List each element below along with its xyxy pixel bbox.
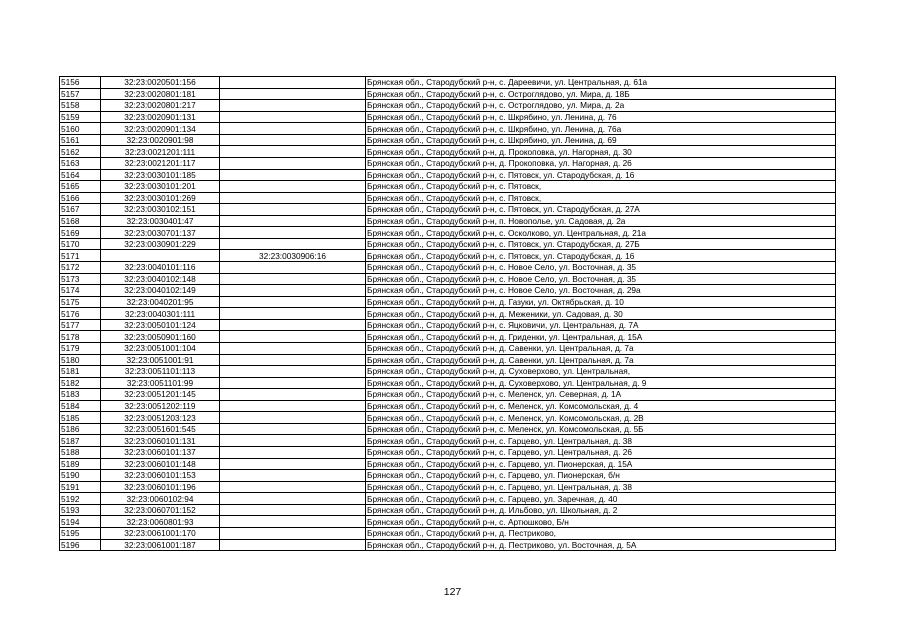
table-row — [60, 412, 836, 424]
parent-cadastral-number-cell — [220, 215, 366, 227]
table-row — [60, 308, 836, 320]
parent-cadastral-number-cell — [220, 192, 366, 204]
parent-cadastral-number-cell — [220, 308, 366, 320]
row-number-cell: 5196 — [60, 539, 101, 551]
cadastral-number-cell: 32:23:0060101:131 — [101, 435, 220, 447]
cadastral-number-cell: 32:23:0061001:170 — [101, 527, 220, 539]
cadastral-number-cell: 32:23:0051202:119 — [101, 400, 220, 412]
row-number-cell: 5158 — [60, 100, 101, 112]
cadastral-number-cell: 32:23:0030701:137 — [101, 227, 220, 239]
parent-cadastral-number-cell — [220, 354, 366, 366]
cadastral-number-cell: 32:23:0040101:116 — [101, 262, 220, 274]
table-row — [60, 319, 836, 331]
parent-cadastral-number-cell — [220, 285, 366, 297]
table-row — [60, 389, 836, 401]
address-cell: Брянская обл., Стародубский р-н, с. Меленск, ул. Комсомольская, д. 2В — [366, 412, 836, 424]
parent-cadastral-number-cell — [220, 481, 366, 493]
cadastral-number-cell: 32:23:0060801:93 — [101, 516, 220, 528]
parent-cadastral-number-cell — [220, 319, 366, 331]
address-cell: Брянская обл., Стародубский р-н, д. Гриденки, ул. Центральная, д. 15А — [366, 331, 836, 343]
address-cell: Брянская обл., Стародубский р-н, с. Гарцево, ул. Заречная, д. 40 — [366, 493, 836, 505]
cadastral-number-cell: 32:23:0050101:124 — [101, 319, 220, 331]
parent-cadastral-number-cell — [220, 100, 366, 112]
address-cell: Брянская обл., Стародубский р-н, с. Пятовск, ул. Стародубская, д. 27Б — [366, 238, 836, 250]
parent-cadastral-number-cell — [220, 262, 366, 274]
parent-cadastral-number-cell — [220, 400, 366, 412]
table-row — [60, 146, 836, 158]
row-number-cell: 5176 — [60, 308, 101, 320]
cadastral-number-cell: 32:23:0051601:545 — [101, 423, 220, 435]
cadastral-number-cell: 32:23:0051101:99 — [101, 377, 220, 389]
parent-cadastral-number-cell — [220, 88, 366, 100]
cadastral-number-cell: 32:23:0040301:111 — [101, 308, 220, 320]
table-row — [60, 192, 836, 204]
row-number-cell: 5182 — [60, 377, 101, 389]
parent-cadastral-number-cell — [220, 423, 366, 435]
address-cell: Брянская обл., Стародубский р-н, д. Газуки, ул. Октябрьская, д. 10 — [366, 296, 836, 308]
address-cell: Брянская обл., Стародубский р-н, д. Савенки, ул. Центральная, д. 7а — [366, 342, 836, 354]
address-cell: Брянская обл., Стародубский р-н, д. Суховерхово, ул. Центральная, д. 9 — [366, 377, 836, 389]
row-number-cell: 5169 — [60, 227, 101, 239]
cadastral-number-cell: 32:23:0051203:123 — [101, 412, 220, 424]
table-row — [60, 215, 836, 227]
address-cell: Брянская обл., Стародубский р-н, п. Новополье, ул. Садовая, д. 2а — [366, 215, 836, 227]
parent-cadastral-number-cell — [220, 227, 366, 239]
table-row — [60, 123, 836, 135]
cadastral-number-cell: 32:23:0060101:137 — [101, 447, 220, 459]
table-row — [60, 423, 836, 435]
cadastral-number-cell: 32:23:0060701:152 — [101, 504, 220, 516]
row-number-cell: 5173 — [60, 273, 101, 285]
parent-cadastral-number-cell — [220, 470, 366, 482]
table-row — [60, 366, 836, 378]
address-cell: Брянская обл., Стародубский р-н, с. Пятовск, — [366, 192, 836, 204]
row-number-cell: 5174 — [60, 285, 101, 297]
row-number-cell: 5167 — [60, 204, 101, 216]
parent-cadastral-number-cell: 32:23:0030906:16 — [220, 250, 366, 262]
address-cell: Брянская обл., Стародубский р-н, д. Пестриково, ул. Восточная, д. 5А — [366, 539, 836, 551]
address-cell: Брянская обл., Стародубский р-н, с. Артюшково, Б/н — [366, 516, 836, 528]
table-row — [60, 227, 836, 239]
row-number-cell: 5171 — [60, 250, 101, 262]
parent-cadastral-number-cell — [220, 458, 366, 470]
register-table — [59, 76, 836, 551]
row-number-cell: 5192 — [60, 493, 101, 505]
cadastral-number-cell: 32:23:0051001:104 — [101, 342, 220, 354]
table-row — [60, 181, 836, 193]
row-number-cell: 5156 — [60, 77, 101, 89]
parent-cadastral-number-cell — [220, 447, 366, 459]
table-row — [60, 527, 836, 539]
row-number-cell: 5164 — [60, 169, 101, 181]
table-row — [60, 111, 836, 123]
parent-cadastral-number-cell — [220, 342, 366, 354]
cadastral-number-cell: 32:23:0020901:98 — [101, 134, 220, 146]
table-row — [60, 77, 836, 89]
address-cell: Брянская обл., Стародубский р-н, с. Дареевичи, ул. Центральная, д. 61а — [366, 77, 836, 89]
table-row — [60, 285, 836, 297]
address-cell: Брянская обл., Стародубский р-н, с. Гарцево, ул. Центральная, д. 38 — [366, 435, 836, 447]
cadastral-number-cell: 32:23:0061001:187 — [101, 539, 220, 551]
row-number-cell: 5183 — [60, 389, 101, 401]
row-number-cell: 5159 — [60, 111, 101, 123]
row-number-cell: 5184 — [60, 400, 101, 412]
row-number-cell: 5178 — [60, 331, 101, 343]
cadastral-number-cell: 32:23:0060101:196 — [101, 481, 220, 493]
row-number-cell: 5181 — [60, 366, 101, 378]
table-row — [60, 400, 836, 412]
address-cell: Брянская обл., Стародубский р-н, с. Шкрябино, ул. Ленина, д. 76а — [366, 123, 836, 135]
parent-cadastral-number-cell — [220, 435, 366, 447]
row-number-cell: 5187 — [60, 435, 101, 447]
table-row — [60, 169, 836, 181]
row-number-cell: 5165 — [60, 181, 101, 193]
address-cell: Брянская обл., Стародубский р-н, с. Шкрябино, ул. Ленина, д. 69 — [366, 134, 836, 146]
cadastral-number-cell: 32:23:0040102:149 — [101, 285, 220, 297]
cadastral-number-cell: 32:23:0020901:134 — [101, 123, 220, 135]
cadastral-number-cell: 32:23:0050901:160 — [101, 331, 220, 343]
row-number-cell: 5188 — [60, 447, 101, 459]
cadastral-number-cell: 32:23:0060101:153 — [101, 470, 220, 482]
address-cell: Брянская обл., Стародубский р-н, с. Шкрябино, ул. Ленина, д. 76 — [366, 111, 836, 123]
parent-cadastral-number-cell — [220, 516, 366, 528]
cadastral-number-cell: 32:23:0020901:131 — [101, 111, 220, 123]
cadastral-number-cell: 32:23:0030401:47 — [101, 215, 220, 227]
row-number-cell: 5175 — [60, 296, 101, 308]
cadastral-number-cell: 32:23:0030101:185 — [101, 169, 220, 181]
row-number-cell: 5191 — [60, 481, 101, 493]
parent-cadastral-number-cell — [220, 366, 366, 378]
row-number-cell: 5189 — [60, 458, 101, 470]
table-row — [60, 273, 836, 285]
row-number-cell: 5166 — [60, 192, 101, 204]
table-row — [60, 296, 836, 308]
cadastral-number-cell: 32:23:0030102:151 — [101, 204, 220, 216]
address-cell: Брянская обл., Стародубский р-н, с. Яцковичи, ул. Центральная, д. 7А — [366, 319, 836, 331]
cadastral-number-cell — [101, 250, 220, 262]
table-row — [60, 516, 836, 528]
table-row — [60, 458, 836, 470]
address-cell: Брянская обл., Стародубский р-н, с. Пятовск, ул. Стародубская, д. 16 — [366, 169, 836, 181]
address-cell: Брянская обл., Стародубский р-н, с. Осколково, ул. Центральная, д. 21а — [366, 227, 836, 239]
cadastral-number-cell: 32:23:0040201:95 — [101, 296, 220, 308]
address-cell: Брянская обл., Стародубский р-н, с. Пятовск, ул. Стародубская, д. 27А — [366, 204, 836, 216]
address-cell: Брянская обл., Стародубский р-н, д. Меженики, ул. Садовая, д. 30 — [366, 308, 836, 320]
parent-cadastral-number-cell — [220, 493, 366, 505]
row-number-cell: 5170 — [60, 238, 101, 250]
parent-cadastral-number-cell — [220, 377, 366, 389]
address-cell: Брянская обл., Стародубский р-н, с. Гарцево, ул. Центральная, д. 26 — [366, 447, 836, 459]
cadastral-number-cell: 32:23:0030101:201 — [101, 181, 220, 193]
table-row — [60, 204, 836, 216]
parent-cadastral-number-cell — [220, 77, 366, 89]
parent-cadastral-number-cell — [220, 539, 366, 551]
row-number-cell: 5180 — [60, 354, 101, 366]
table-row — [60, 88, 836, 100]
table-row — [60, 262, 836, 274]
address-cell: Брянская обл., Стародубский р-н, с. Гарцево, ул. Пионерская, б/н — [366, 470, 836, 482]
address-cell: Брянская обл., Стародубский р-н, д. Прокоповка, ул. Нагорная, д. 30 — [366, 146, 836, 158]
row-number-cell: 5168 — [60, 215, 101, 227]
table-row — [60, 447, 836, 459]
address-cell: Брянская обл., Стародубский р-н, д. Прокоповка, ул. Нагорная, д. 26 — [366, 157, 836, 169]
table-row — [60, 481, 836, 493]
table-row — [60, 250, 836, 262]
address-cell: Брянская обл., Стародубский р-н, с. Пятовск, — [366, 181, 836, 193]
address-cell: Брянская обл., Стародубский р-н, с. Новое Село, ул. Восточная, д. 35 — [366, 273, 836, 285]
parent-cadastral-number-cell — [220, 134, 366, 146]
row-number-cell: 5185 — [60, 412, 101, 424]
address-cell: Брянская обл., Стародубский р-н, с. Остроглядово, ул. Мира, д. 18Б — [366, 88, 836, 100]
row-number-cell: 5157 — [60, 88, 101, 100]
table-row — [60, 435, 836, 447]
row-number-cell: 5194 — [60, 516, 101, 528]
address-cell: Брянская обл., Стародубский р-н, с. Меленск, ул. Комсомольская, д. 5Б — [366, 423, 836, 435]
register-table-body — [60, 77, 836, 551]
address-cell: Брянская обл., Стародубский р-н, д. Пестриково, — [366, 527, 836, 539]
cadastral-number-cell: 32:23:0060101:148 — [101, 458, 220, 470]
cadastral-number-cell: 32:23:0030101:269 — [101, 192, 220, 204]
cadastral-number-cell: 32:23:0040102:148 — [101, 273, 220, 285]
row-number-cell: 5161 — [60, 134, 101, 146]
row-number-cell: 5190 — [60, 470, 101, 482]
table-row — [60, 342, 836, 354]
parent-cadastral-number-cell — [220, 389, 366, 401]
cadastral-number-cell: 32:23:0051001:91 — [101, 354, 220, 366]
cadastral-number-cell: 32:23:0020501:156 — [101, 77, 220, 89]
address-cell: Брянская обл., Стародубский р-н, д. Ильбово, ул. Школьная, д. 2 — [366, 504, 836, 516]
cadastral-number-cell: 32:23:0030901:229 — [101, 238, 220, 250]
parent-cadastral-number-cell — [220, 204, 366, 216]
row-number-cell: 5193 — [60, 504, 101, 516]
parent-cadastral-number-cell — [220, 123, 366, 135]
address-cell: Брянская обл., Стародубский р-н, с. Новое Село, ул. Восточная, д. 29а — [366, 285, 836, 297]
cadastral-number-cell: 32:23:0020801:217 — [101, 100, 220, 112]
row-number-cell: 5177 — [60, 319, 101, 331]
table-row — [60, 331, 836, 343]
parent-cadastral-number-cell — [220, 238, 366, 250]
parent-cadastral-number-cell — [220, 412, 366, 424]
address-cell: Брянская обл., Стародубский р-н, д. Савенки, ул. Центральная, д. 7а — [366, 354, 836, 366]
parent-cadastral-number-cell — [220, 157, 366, 169]
address-cell: Брянская обл., Стародубский р-н, с. Меленск, ул. Северная, д. 1А — [366, 389, 836, 401]
table-row — [60, 134, 836, 146]
parent-cadastral-number-cell — [220, 331, 366, 343]
address-cell: Брянская обл., Стародубский р-н, с. Остроглядово, ул. Мира, д. 2а — [366, 100, 836, 112]
row-number-cell: 5163 — [60, 157, 101, 169]
table-row — [60, 157, 836, 169]
address-cell: Брянская обл., Стародубский р-н, с. Гарцево, ул. Пионерская, д. 15А — [366, 458, 836, 470]
parent-cadastral-number-cell — [220, 169, 366, 181]
row-number-cell: 5179 — [60, 342, 101, 354]
table-row — [60, 539, 836, 551]
address-cell: Брянская обл., Стародубский р-н, с. Новое Село, ул. Восточная, д. 35 — [366, 262, 836, 274]
cadastral-number-cell: 32:23:0021201:117 — [101, 157, 220, 169]
table-row — [60, 493, 836, 505]
table-row — [60, 238, 836, 250]
address-cell: Брянская обл., Стародубский р-н, с. Гарцево, ул. Центральная, д. 38 — [366, 481, 836, 493]
parent-cadastral-number-cell — [220, 296, 366, 308]
row-number-cell: 5162 — [60, 146, 101, 158]
table-row — [60, 504, 836, 516]
cadastral-number-cell: 32:23:0020801:181 — [101, 88, 220, 100]
address-cell: Брянская обл., Стародубский р-н, с. Пятовск, ул. Стародубская, д. 16 — [366, 250, 836, 262]
row-number-cell: 5160 — [60, 123, 101, 135]
parent-cadastral-number-cell — [220, 273, 366, 285]
cadastral-number-cell: 32:23:0051101:113 — [101, 366, 220, 378]
parent-cadastral-number-cell — [220, 527, 366, 539]
table-row — [60, 354, 836, 366]
cadastral-number-cell: 32:23:0060102:94 — [101, 493, 220, 505]
cadastral-number-cell: 32:23:0051201:145 — [101, 389, 220, 401]
parent-cadastral-number-cell — [220, 181, 366, 193]
address-cell: Брянская обл., Стародубский р-н, д. Суховерхово, ул. Центральная, — [366, 366, 836, 378]
cadastral-number-cell: 32:23:0021201:111 — [101, 146, 220, 158]
page-number: 127 — [443, 586, 462, 598]
parent-cadastral-number-cell — [220, 111, 366, 123]
table-row — [60, 470, 836, 482]
address-cell: Брянская обл., Стародубский р-н, с. Меленск, ул. Комсомольская, д. 4 — [366, 400, 836, 412]
table-row — [60, 377, 836, 389]
row-number-cell: 5172 — [60, 262, 101, 274]
row-number-cell: 5195 — [60, 527, 101, 539]
table-row — [60, 100, 836, 112]
row-number-cell: 5186 — [60, 423, 101, 435]
parent-cadastral-number-cell — [220, 146, 366, 158]
parent-cadastral-number-cell — [220, 504, 366, 516]
